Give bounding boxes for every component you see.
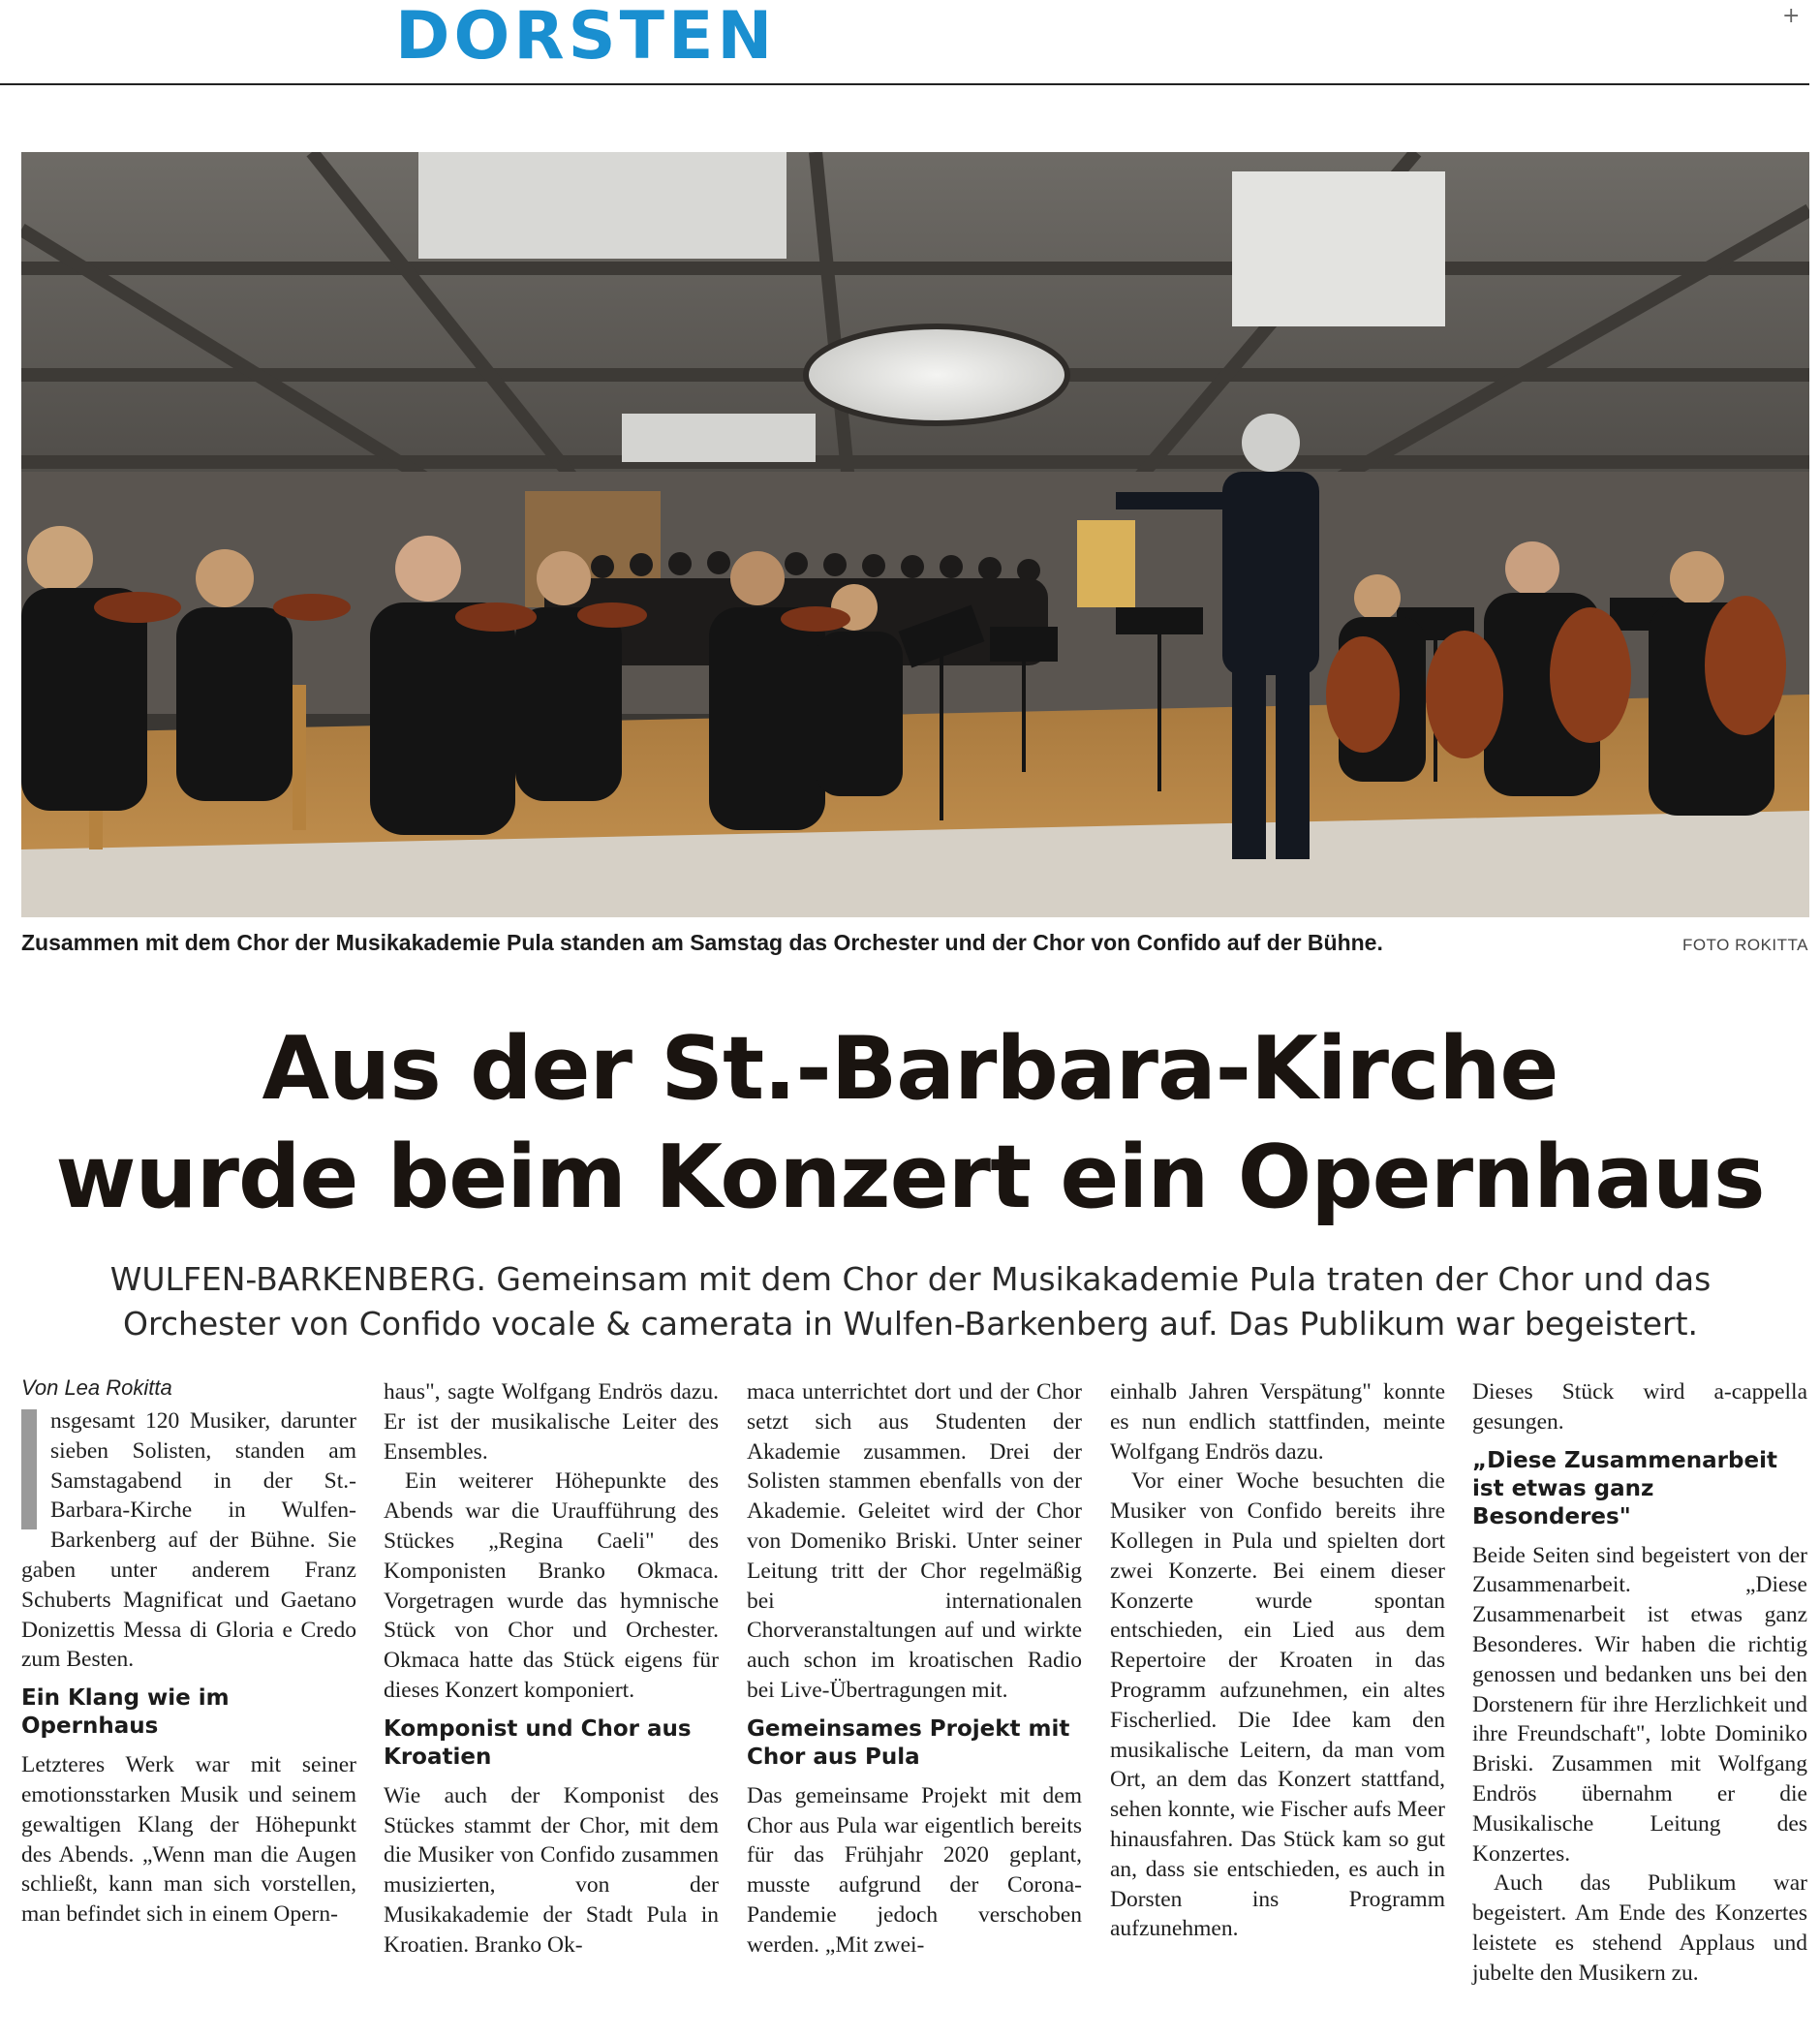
subheading: Komponist und Chor aus Kroatien <box>384 1715 692 1770</box>
article-column-2 <box>384 1377 719 1961</box>
paragraph: Beide Seiten sind begeistert von der Zusammenarbeit. „Diese Zusammenarbeit ist etwas ganz Besonderes. Wir haben die richtig genossen und bedanken uns bei den Dorstenern für ihre Herzlichkeit und ihre Freundschaft", lobte Dominiko Briski. Zusammen mit Wolfgang Endrös übernahm er die Musikalische Leitung des Konzertes. <box>1472 1542 1807 1867</box>
headline-line-2: wurde beim Konzert ein Opernhaus <box>55 1127 1765 1228</box>
article-column-3 <box>747 1377 1082 1961</box>
paragraph: haus", sagte Wolfgang Endrös dazu. Er ist der musikalische Leiter des Ensembles. <box>384 1379 719 1465</box>
article-column-1 <box>21 1406 356 1930</box>
byline: Von Lea Rokitta <box>21 1375 172 1400</box>
standfirst-line-2: Orchester von Confido vocale & camerata in Wulfen-Barkenberg auf. Das Publikum war begeistert. <box>123 1305 1698 1343</box>
paragraph: Ein weiterer Höhepunkte des Abends war die Uraufführung des Stückes „Regina Caeli" des Komponisten Branko Okmaca. Vorgetragen wurde das hymnische Stück von Chor und Orchester. Okmaca hatte das Stück eigens für dieses Konzert komponiert. <box>384 1468 719 1703</box>
paragraph: Letzteres Werk war mit seiner emotionsstarken Musik und seinem gewaltigen Klang der Höhepunkt des Abends. „Wenn man die Augen schließt, kann man sich vorstellen, man befindet sich in einem Opern- <box>21 1752 356 1928</box>
paragraph: nsgesamt 120 Musiker, darunter sieben Solisten, standen am Samstagabend in der St.-Barbara-Kirche in Wulfen-Barkenberg auf der Bühne. Sie gaben unter anderem Franz Schuberts Magnificat und Gaetano Donizettis Messa di Gloria e Credo zum Besten. <box>21 1408 356 1673</box>
paragraph: einhalb Jahren Verspätung" konnte es nun endlich stattfinden, meinte Wolfgang Endrös dazu. <box>1110 1379 1445 1465</box>
paragraph: Das gemeinsame Projekt mit dem Chor aus Pula war eigentlich bereits für das Frühjahr 2020 geplant, musste aufgrund der Corona-Pandemie jedoch verschoben werden. „Mit zwei- <box>747 1782 1082 1958</box>
header-rule <box>0 83 1809 85</box>
photo-credit: FOTO ROKITTA <box>1681 936 1808 954</box>
photo-caption: Zusammen mit dem Chor der Musikakademie Pula standen am Samstag das Orchester und der Chor von Confido auf der Bühne. <box>21 930 1383 955</box>
section-title: DORSTEN <box>395 0 777 75</box>
standfirst <box>97 1257 1724 1346</box>
article-column-5 <box>1472 1377 1807 1989</box>
concert-photo-illustration <box>21 152 1809 917</box>
subheading: Gemeinsames Projekt mit Chor aus Pula <box>747 1715 1070 1770</box>
article-column-4 <box>1110 1377 1445 1944</box>
paragraph: Wie auch der Komponist des Stückes stammt der Chor, mit dem die Musiker von Confido zusammen musizierten, von der Musikakademie der Stadt Pula in Kroatien. Branko Ok- <box>384 1782 719 1958</box>
headline-line-1: Aus der St.-Barbara-Kirche <box>262 1018 1558 1120</box>
paragraph: maca unterrichtet dort und der Chor setzt sich aus Studenten der Akademie zusammen. Drei der Solisten stammen ebenfalls von der Akademie. Geleitet wird der Chor von Domeniko Briski. Unter seiner Leitung tritt der Chor regelmäßig bei internationalen Chorveranstaltungen auf und wirkte auch schon im kroatischen Radio bei Live-Übertragungen mit. <box>747 1379 1082 1703</box>
paragraph: Vor einer Woche besuchten die Musiker von Confido bereits ihre Kollegen in Pula und spielten dort zwei Konzerte. Bei einem dieser Konzerte wurde spontan entschieden, ein Lied aus dem Repertoire der Kroaten in das Programm aufzunehmen, ein altes Fischerlied. Die Idee kam den musikalische Leitern, da man vom Ort, an dem das Konzert stattfand, sehen konnte, wie Fischer aufs Meer hinausfahren. Das Stück kam so gut an, dass sie entschieden, es auch in Dorsten ins Programm aufzunehmen. <box>1110 1468 1445 1942</box>
headline <box>0 1015 1820 1232</box>
subheading: „Diese Zusammenarbeit ist etwas ganz Besonderes" <box>1472 1447 1777 1529</box>
subheading: Ein Klang wie im Opernhaus <box>21 1685 230 1740</box>
concert-photo <box>21 152 1809 917</box>
standfirst-line-1: WULFEN-BARKENBERG. Gemeinsam mit dem Chor der Musikakademie Pula traten der Chor und das <box>109 1260 1712 1298</box>
paragraph: Dieses Stück wird a-cappella gesungen. <box>1472 1379 1807 1435</box>
initial-bar <box>21 1409 37 1529</box>
paragraph: Auch das Publikum war begeistert. Am Ende des Konzertes leistete es stehend Applaus und jubelte den Musikern zu. <box>1472 1870 1807 1986</box>
corner-mark: + <box>1782 4 1801 28</box>
